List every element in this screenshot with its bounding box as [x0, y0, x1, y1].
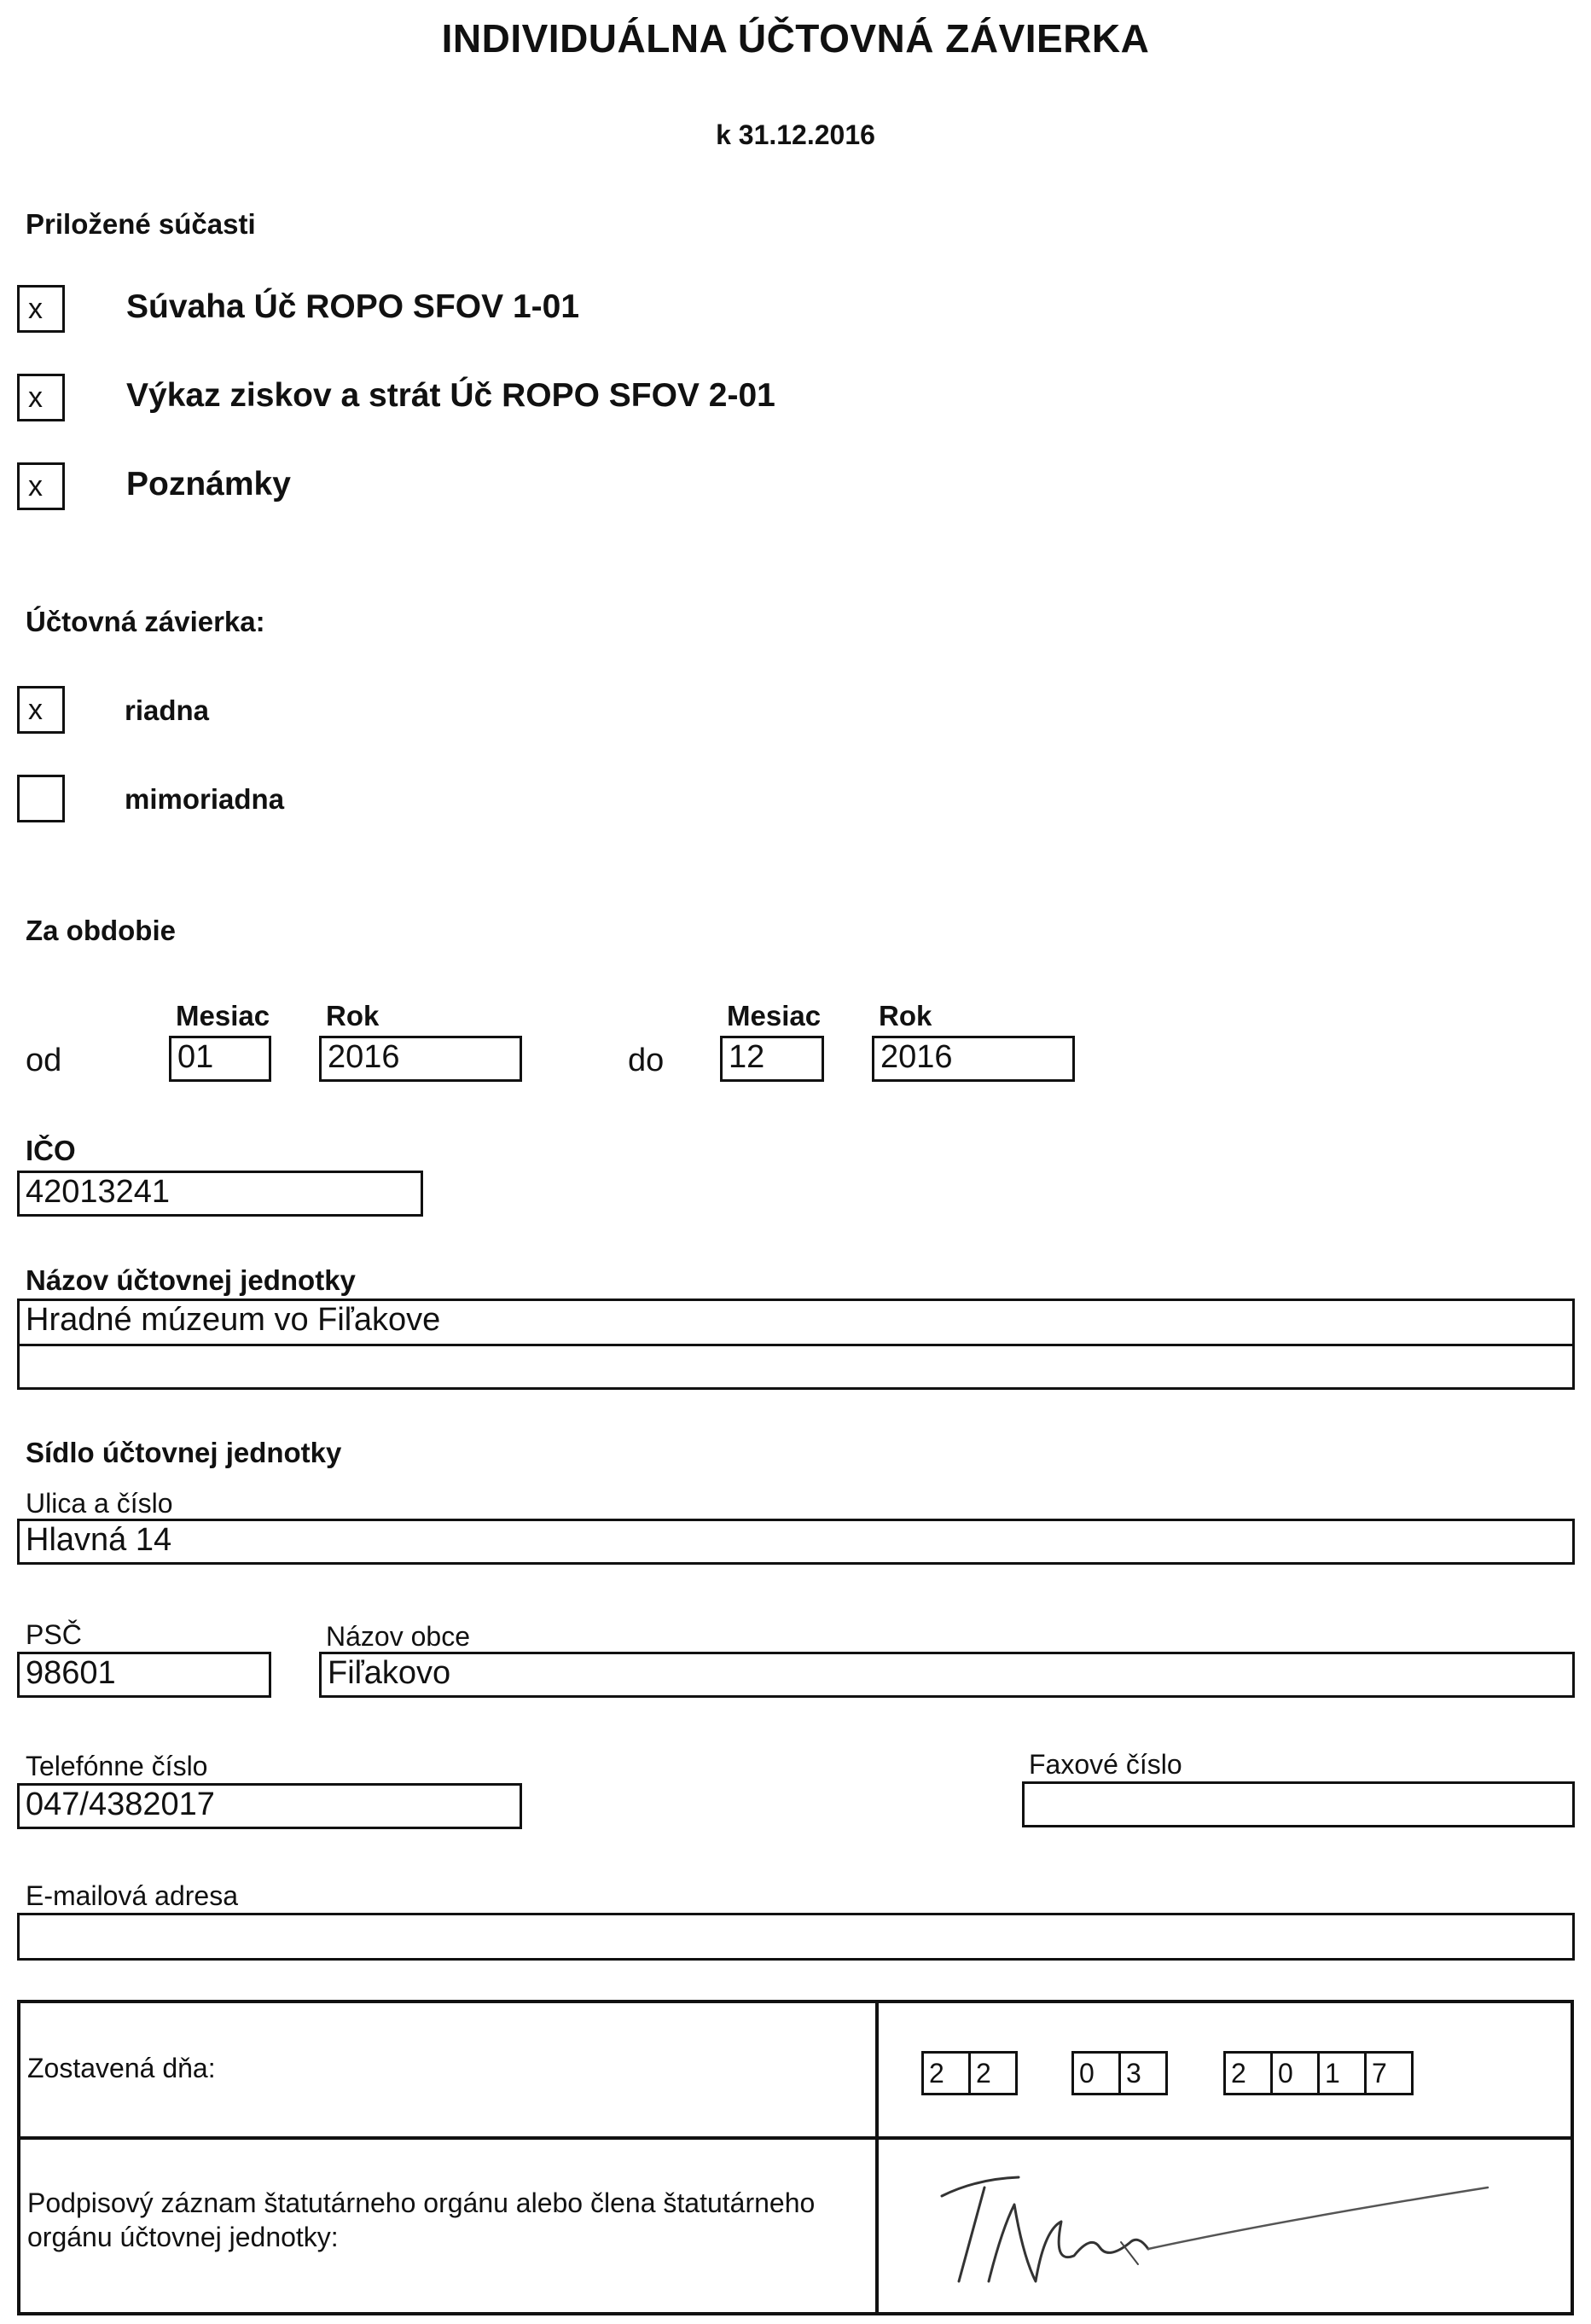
- attachments-heading: Priložené súčasti: [26, 208, 256, 240]
- compiled-month-digit-1[interactable]: 0: [1071, 2051, 1121, 2095]
- from-month-label: Mesiac: [176, 1000, 270, 1031]
- page-title: INDIVIDUÁLNA ÚČTOVNÁ ZÁVIERKA: [441, 16, 1150, 61]
- street-label: Ulica a číslo: [26, 1488, 173, 1519]
- seat-heading: Sídlo účtovnej jednotky: [26, 1437, 342, 1468]
- to-year-field[interactable]: 2016: [872, 1036, 1075, 1082]
- report-date: k 31.12.2016: [716, 119, 875, 150]
- entity-name-label: Názov účtovnej jednotky: [26, 1264, 356, 1296]
- statement-type-heading: Účtovná závierka:: [26, 606, 265, 637]
- compiled-date-label: Zostavená dňa:: [27, 2053, 216, 2083]
- compiled-year-digit-1[interactable]: 2: [1223, 2051, 1273, 2095]
- signature-image: [925, 2153, 1505, 2307]
- psc-field[interactable]: 98601: [17, 1652, 271, 1698]
- compiled-year-digit-2[interactable]: 0: [1270, 2051, 1320, 2095]
- attachment-checkbox-notes[interactable]: x: [17, 462, 65, 510]
- attachment-label-balance-sheet: Súvaha Úč ROPO SFOV 1-01: [126, 288, 580, 325]
- email-label: E-mailová adresa: [26, 1880, 238, 1911]
- attachment-checkbox-profit-loss[interactable]: x: [17, 374, 65, 421]
- compiled-month-digit-2[interactable]: 3: [1118, 2051, 1168, 2095]
- from-month-field[interactable]: 01: [169, 1036, 271, 1082]
- entity-name-field-line2[interactable]: [17, 1344, 1575, 1390]
- fax-label: Faxové číslo: [1029, 1749, 1182, 1780]
- city-field[interactable]: Fiľakovo: [319, 1652, 1575, 1698]
- ico-field[interactable]: 42013241: [17, 1171, 423, 1217]
- signoff-row-divider: [20, 2136, 1571, 2140]
- signoff-table: [17, 2000, 1574, 2315]
- compiled-year-digit-4[interactable]: 7: [1364, 2051, 1414, 2095]
- to-year-label: Rok: [879, 1000, 932, 1031]
- ico-label: IČO: [26, 1135, 76, 1166]
- statement-type-checkbox-extraordinary[interactable]: [17, 775, 65, 822]
- from-year-field[interactable]: 2016: [319, 1036, 522, 1082]
- phone-field[interactable]: 047/4382017: [17, 1783, 522, 1829]
- from-label: od: [26, 1043, 62, 1078]
- email-field[interactable]: [17, 1913, 1575, 1961]
- compiled-day-digit-2[interactable]: 2: [968, 2051, 1018, 2095]
- phone-label: Telefónne číslo: [26, 1751, 208, 1781]
- to-month-label: Mesiac: [727, 1000, 822, 1031]
- fax-field[interactable]: [1022, 1781, 1575, 1827]
- attachment-label-profit-loss: Výkaz ziskov a strát Úč ROPO SFOV 2-01: [126, 377, 775, 414]
- attachment-checkbox-balance-sheet[interactable]: x: [17, 285, 65, 333]
- statement-type-checkbox-regular[interactable]: x: [17, 686, 65, 734]
- period-heading: Za obdobie: [26, 915, 176, 946]
- entity-name-field-line1[interactable]: Hradné múzeum vo Fiľakove: [17, 1299, 1575, 1346]
- to-label: do: [628, 1043, 665, 1078]
- to-month-field[interactable]: 12: [720, 1036, 824, 1082]
- signature-label: Podpisový záznam štatutárneho orgánu alebo člena štatutárneho orgánu účtovnej jednotky:: [27, 2187, 816, 2252]
- signoff-column-divider: [875, 2003, 879, 2312]
- street-field[interactable]: Hlavná 14: [17, 1519, 1575, 1565]
- from-year-label: Rok: [326, 1000, 380, 1031]
- attachment-label-notes: Poznámky: [126, 466, 291, 503]
- city-label: Názov obce: [326, 1621, 470, 1652]
- statement-type-label-extraordinary: mimoriadna: [125, 783, 285, 815]
- compiled-year-digit-3[interactable]: 1: [1317, 2051, 1367, 2095]
- compiled-day-digit-1[interactable]: 2: [921, 2051, 971, 2095]
- statement-type-label-regular: riadna: [125, 694, 210, 726]
- psc-label: PSČ: [26, 1619, 82, 1650]
